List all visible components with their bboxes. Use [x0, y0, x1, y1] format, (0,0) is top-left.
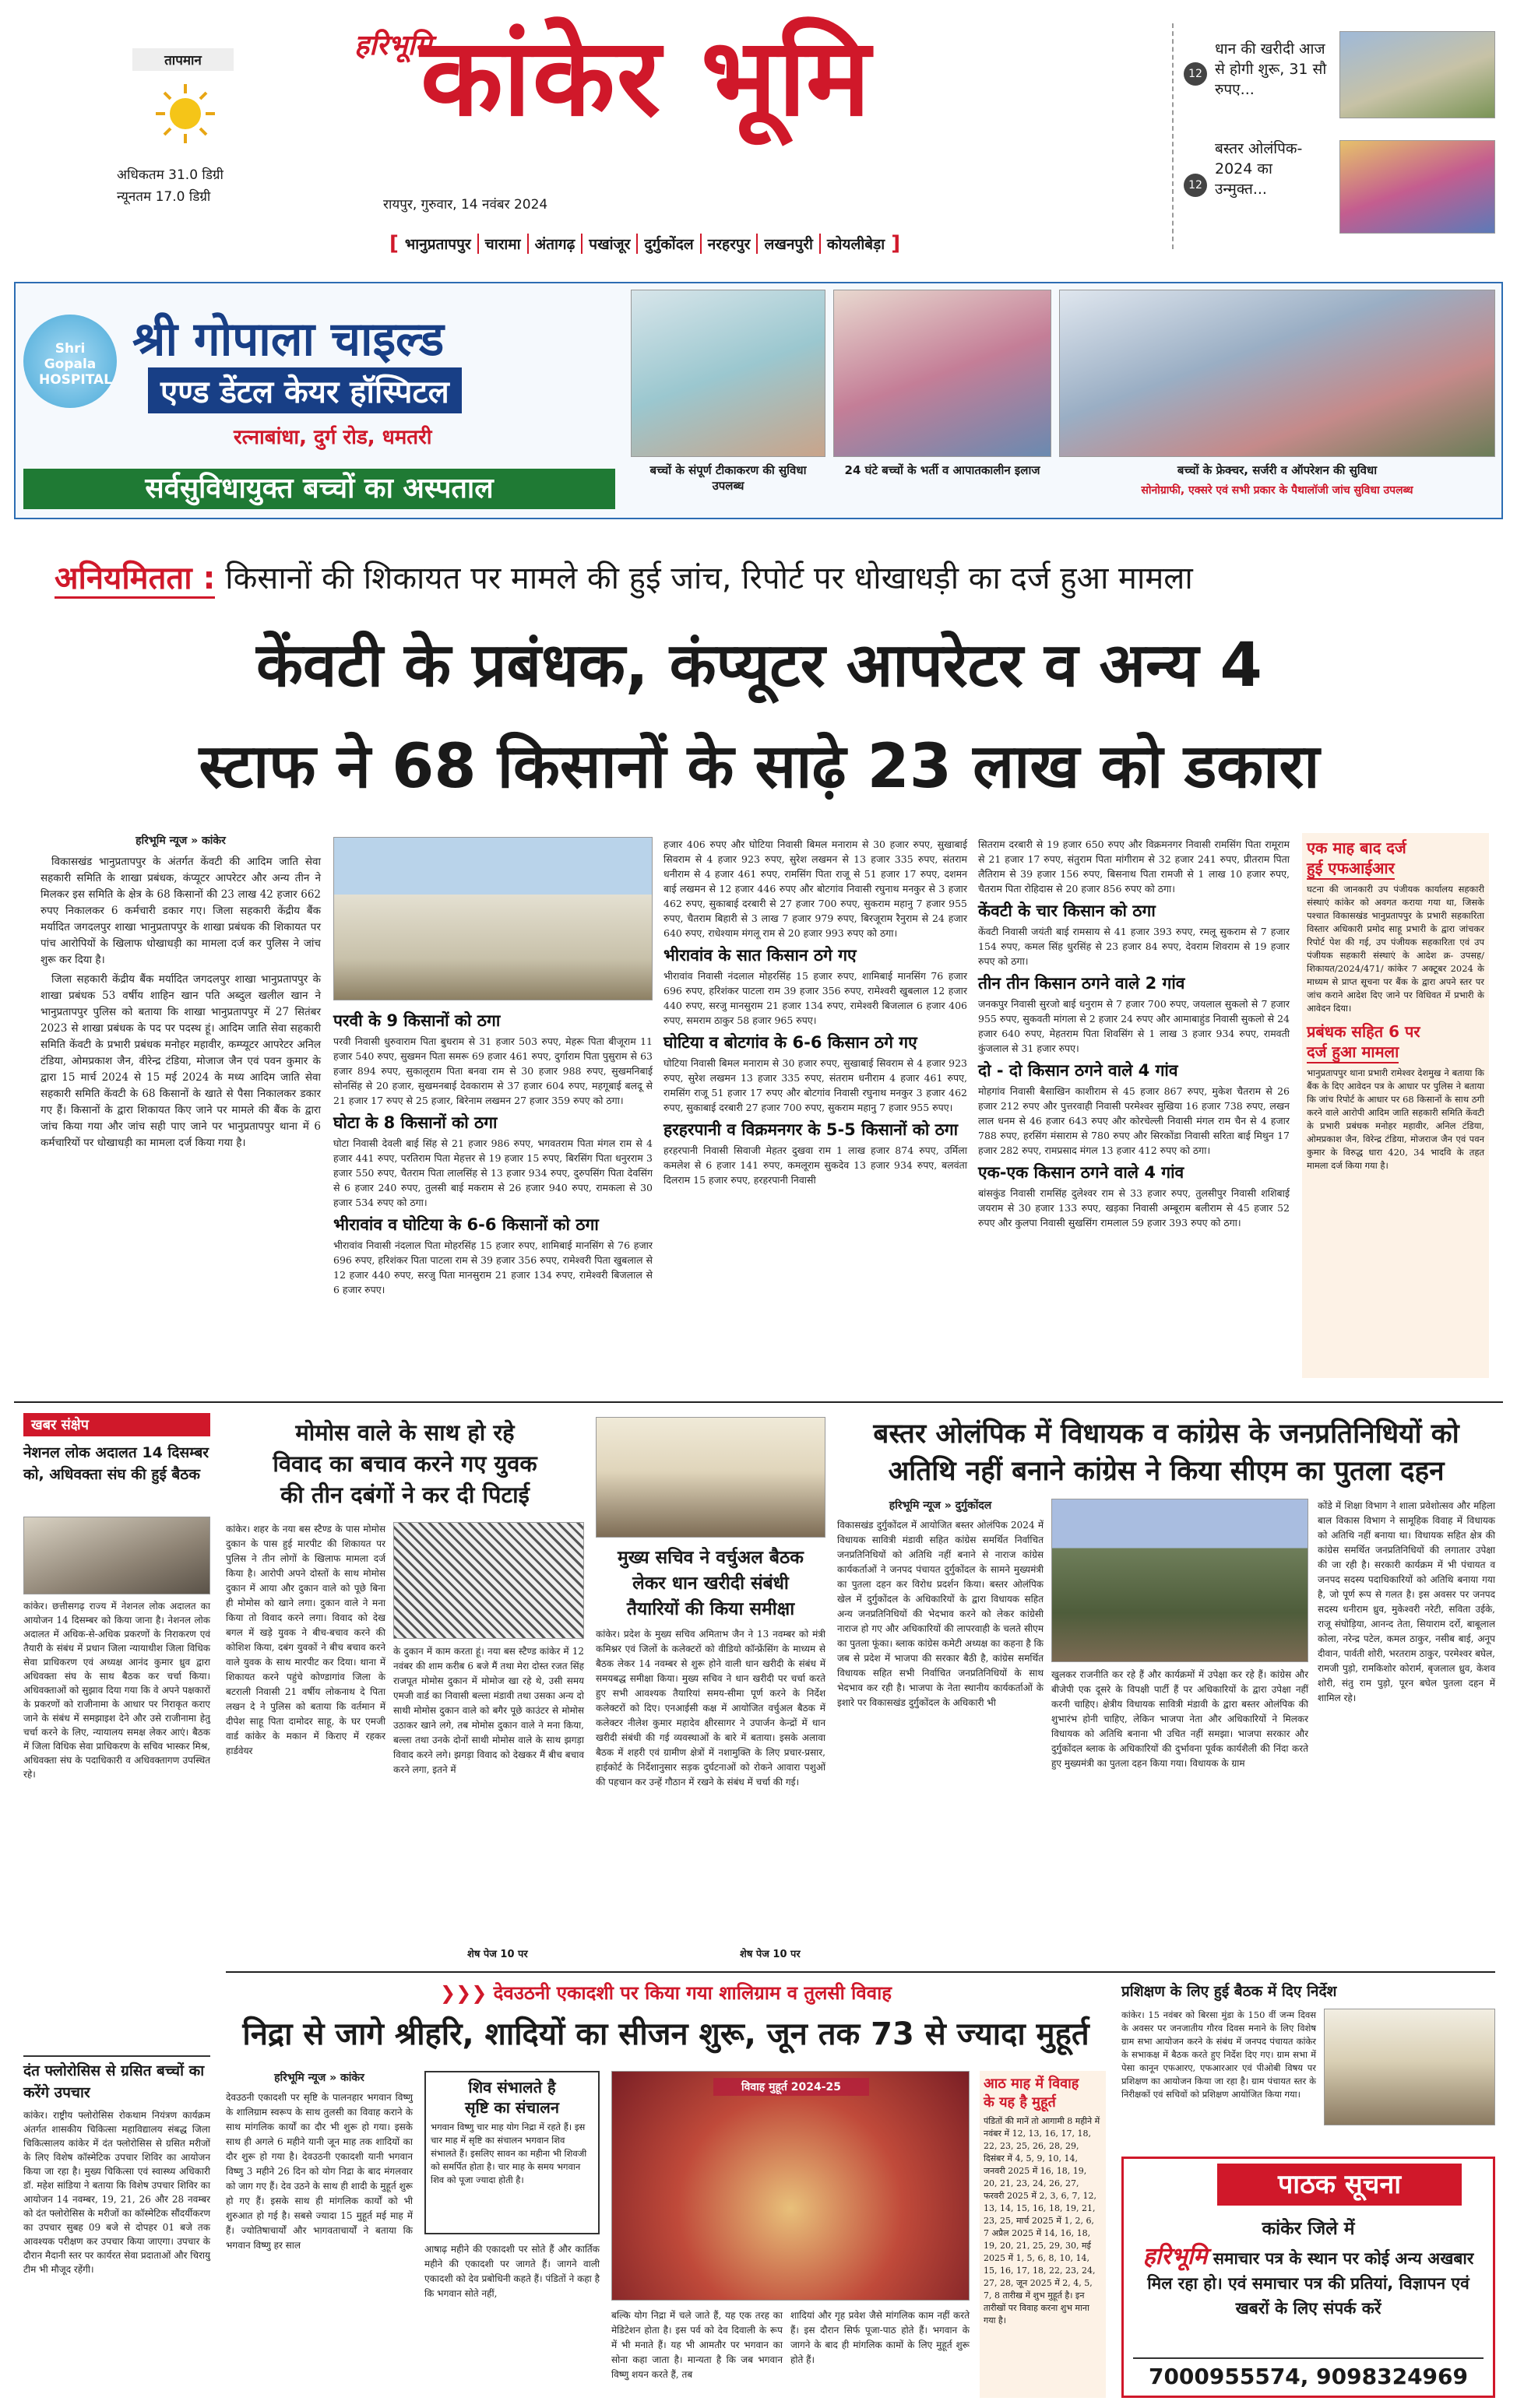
dhan-text: कांकेर। प्रदेश के मुख्य सचिव अमिताभ जैन ने 13 नवम्बर को मंत्री कमिश्नर एवं जिलों के कलेक्टरों को वीडियो कॉन्फ्रेंसिंग के माध्यम से बैठक लेकर 14 नवम्बर से शुरू होने वाली धान खरीदी के संबंध में समयबद्ध समीक्षा किया। मुख्य सचिव ने धान खरीदी पर चर्चा करते हुए सभी आवश्यक तैयारियां समय-सीमा पूर्ण करने के निर्देश कलेक्टरों को दिए। एनआईसी कक्ष में आयोजित वर्चुअल बैठक में कलेक्टर नीलेश कुमार महादेव क्षीरसागर ने उपार्जन केन्द्रों में धान खरीदी संबंधी की गई व्यवस्थाओं के बारे में बताया। इसके अलावा बैठक में शहरी एवं ग्रामीण क्षेत्रों में नशामुक्ति के लिए प्रचार-प्रसार, हाईकोर्ट के निर्देशानुसार सड़क दुर्घटनाओं को रोकने आवारा पशुओं की पहचान कर उन्हें गौठान में रखने के संबंध में चर्चा की गई।	[596, 1629, 825, 1788]
momos-text-1: कांकेर। शहर के नया बस स्टैण्ड के पास मोमोस दुकान के पास हुई मारपीट की शिकायत पर पुलिस ने तीन लोगों के खिलाफ मामला दर्ज किया है। आरोपी अपने दोस्तों के साथ मोमोस दुकान में आया और दुकान वाले को पूछे बिना ही मोमोस को खाने लगा। दुकान वाले ने मना किया तो विवाद करने लगा। विवाद को देख बगल में खड़े युवक ने बीच-बचाव करने की कोशिश किया, दबंग युवकों ने बीच बचाव करने वाले युवक के साथ मारपीट कर दिया। थाना में शिकायत करने पहुंचे कोण्डागांव जिला के बटराली निवासी 21 वर्षीय लोकनाथ दे पिता लखन दे ने पुलिस को बताया कि वर्तमान में दीपेश साहू पिता दामोदर साहू, के घर एमजी वार्ड कांकेर के मकान में किराए में रहकर हार्डवेयर	[226, 1524, 385, 1756]
lead-byline: हरिभूमि न्यूज » कांकेर	[136, 835, 226, 847]
teaser-photo	[1339, 140, 1495, 234]
muhurt-title-line: के यह है मुहूर्त	[984, 2094, 1056, 2111]
teaser-text: धान की खरीदी आज से होगी शुरू, 31 सौ रुपए...	[1215, 40, 1327, 98]
vivah-photo-label: विवाह मुहूर्त 2024-25	[713, 2078, 869, 2096]
area-item: नरहरपुर	[702, 234, 758, 254]
weather-box	[117, 48, 249, 227]
notice-title: पाठक सूचना	[1217, 2164, 1462, 2206]
notice-text: समाचार पत्र के स्थान पर कोई अन्य अखबार मिल रहा हो। एवं समाचार पत्र की प्रतियां, विज्ञापन एवं खबरों के लिए संपर्क करें	[1147, 2249, 1474, 2318]
area-item: भानुप्रतापपुर	[399, 234, 479, 254]
ad-caption-3: बच्चों के फ्रेक्चर, सर्जरी व ऑपरेशन की सुविधा	[1177, 463, 1378, 477]
lead-kicker-text: किसानों की शिकायत पर मामले की हुई जांच, रिपोर्ट पर धोखाधड़ी का दर्ज हुआ मामला	[225, 561, 1193, 596]
sun-icon	[154, 83, 216, 145]
olympic-headline	[837, 1415, 1495, 1490]
momos-headline-line: मोमोस वाले के साथ हो रहे	[295, 1419, 515, 1446]
fir-title-line: दर्ज हुआ मामला	[1307, 1042, 1399, 1063]
olympic-text-1	[837, 1499, 1044, 1710]
area-item: अंतागढ़	[529, 234, 583, 254]
momos-headline	[226, 1417, 584, 1510]
fir-title-line: हुई एफआईआर	[1307, 858, 1395, 880]
notice-body	[1124, 2240, 1493, 2321]
strip-bracket-right: ]	[891, 232, 901, 255]
brief-headline-2: दंत फ्लोरोसिस से ग्रसित बच्चों का करेंगे उपचार	[23, 2055, 210, 2104]
teaser-text: बस्तर ओलंपिक- 2024 का उन्मुक्त...	[1215, 140, 1303, 198]
area-strip	[389, 230, 1114, 257]
olympic-headline-line: बस्तर ओलंपिक में विधायक व कांग्रेस के जनप्रतिनिधियों को	[873, 1418, 1459, 1450]
ad-caption-4: सोनोग्राफी, एक्सरे एवं सभी प्रकार के पैथालॉजी जांच सुविधा उपलब्ध	[1141, 484, 1413, 497]
brief-headline-1: नेशनल लोक अदालत 14 दिसम्बर को, अधिवक्ता संघ की हुई बैठक	[23, 1444, 209, 1483]
olympic-paragraph: विकासखंड दुर्गुकोंदल में आयोजित बस्तर ओलंपिक 2024 में विधायक सावित्री मंडावी सहित कांग्रेस समर्थित निर्वाचित जनप्रतिनिधियों को अतिथि नहीं बनाने से नाराज कांग्रेस कार्यकर्ताओं ने जनपद पंचायत दुर्गुकोंदल के सामने मुख्यमंत्री का पुतला दहन कर विरोध प्रदर्शन किया। बस्तर ओलंपिक खेल में दुर्गुकोंदल के अधिकारियों के द्वारा विधायक सहित अन्य जनप्रतिनिधियों की भेदभाव करने को लेकर कांग्रेसी नाराज हो गए और अधिकारियों की लापरवाही के चलते सीएम का पुतला फूंका। ब्लाक कांग्रेस कमेटी अध्यक्ष का कहना है कि जब से प्रदेश में भाजपा की सरकार बैठी है, कांग्रेस समर्थित विधायक सहित सभी निर्वाचित जनप्रतिनिधियों के साथ भेदभाव कर रही है। भाजपा के नेता स्थानीय कार्यकर्ताओं के इशारे पर विकासखंड दुर्गुकोंदल के अधिकारी भी	[837, 1520, 1044, 1708]
lead-subhead: घोटा के 8 किसानों को ठगा	[333, 1113, 498, 1132]
olympic-byline: हरिभूमि न्यूज » दुर्गुकोंदल	[889, 1499, 992, 1512]
muhurt-title-line: आठ माह में विवाह	[984, 2076, 1079, 2092]
fir-title	[1307, 1021, 1484, 1063]
lead-subhead: घोटिया व बोटगांव के 6-6 किसान ठगे गए	[663, 1033, 917, 1052]
teaser-divider	[1172, 23, 1174, 249]
area-item: कोयलीबेड़ा	[826, 236, 885, 253]
vivah-kicker-arrow: ❯❯❯	[439, 1982, 494, 2004]
lead-subhead: तीन तीन किसान ठगने वाले 2 गांव	[978, 974, 1185, 993]
olympic-headline-line: अतिथि नहीं बनाने कांग्रेस ने किया सीएम का पुतला दहन	[888, 1456, 1445, 1487]
ad-photo-newborn	[631, 290, 825, 457]
hospital-ad[interactable]	[14, 282, 1503, 519]
lead-subhead: परवी के 9 किसानों को ठगा	[333, 1011, 501, 1030]
lead-kicker	[55, 559, 1472, 598]
dhan-photo-meeting	[596, 1417, 825, 1538]
hospital-sub: एण्ड डेंटल केयर हॉस्पिटल	[148, 367, 462, 413]
vivah-headline: निद्रा से जागे श्रीहरि, शादियों का सीजन शुरू, जून तक 73 से ज्यादा मुहूर्त	[242, 2016, 1089, 2052]
fir-title	[1307, 838, 1484, 880]
ad-photo-doctor	[833, 290, 1051, 457]
section-divider	[14, 1401, 1503, 1403]
olympic-text-2: खुलकर राजनीति कर रहे हैं और कार्यक्रमों में उपेक्षा कर रहे हैं। कांग्रेस और बीजेपी एक दूसरे के विपक्षी पार्टी हैं पर अधिकारियों के द्वारा उपेक्षा नहीं करनी चाहिए। क्षेत्रीय विधायक सावित्री मंडावी के द्वारा बस्तर ओलंपिक की शुभारंभ होनी चाहिए, लेकिन भाजपा नेता और अधिकारियों ने मिलकर विधायक को अतिथि बनाना भी उचित नहीं समझा। भाजपा सरकार और दुर्गुकोंदल ब्लाक के अधिकारियों की दुर्भावना पूर्वक कार्यशैली की निंदा करते हुए मुख्यमंत्री का पुतला दहन किया गया। विधायक के ग्राम	[1051, 1669, 1308, 1769]
dhan-headline-line: तैयारियों की किया समीक्षा	[626, 1599, 795, 1619]
section-divider	[226, 1971, 1495, 1973]
ad-caption-1: बच्चों के संपूर्ण टीकाकरण की सुविधा उपलब्ध	[649, 463, 807, 493]
shiv-box-text: भगवान विष्णु चार माह योग निद्रा में रहते हैं। इस चार माह में सृष्टि का संचालन भगवान शिव संभालते हैं। इसलिए सावन का महीना भी शिवजी को समर्पित होता है। चार माह के समय भगवान शिव को पूजा ज्यादा होती है।	[431, 2122, 587, 2185]
muhurt-title	[984, 2075, 1102, 2112]
brief-text-1: कांकेर। छत्तीसगढ़ राज्य में नेशनल लोक अदालत का आयोजन 14 दिसम्बर को किया जाना है। नेशनल लोक अदालत में अधिक-से-अधिक प्रकरणों के निराकरण एवं तैयारी के संबंध में प्रधान जिला न्यायाधीश जिला विधिक सेवा प्राधिकरण एवं अध्यक्ष आनंद कुमार ध्रुव द्वारा अधिवक्ता संघ के साथ बैठक कर चर्चा किया। अधिवक्ताओं को सुझाव दिया गया कि वे अपने पक्षकारों के प्रकरणों को राजीनामा के आधार पर निराकृत कराए जाने के संबंध में समझाइश देने और उसे राजीनामा हेतु चर्चा करने के लिए, न्यायालय समक्ष लेकर आएं। बैठक में जिला विधिक सेवा प्राधिकरण के सचिव भास्कर मिश्र, अधिवक्ता संघ के पदाधिकारी व अधिवक्तागण उपस्थित रहे।	[23, 1601, 210, 1780]
hospital-address: रत्नाबांधा, दुर्ग रोड, धमतरी	[234, 426, 432, 449]
weather-max: अधिकतम 31.0 डिग्री	[117, 167, 224, 183]
area-item: चारामा	[479, 234, 529, 254]
dhan-headline-line: लेकर धान खरीदी संबंधी	[632, 1573, 789, 1594]
notice-phone[interactable]: 7000955574, 9098324969	[1133, 2357, 1484, 2389]
vivah-photo-wedding	[611, 2071, 970, 2301]
dateline: रायपुर, गुरुवार, 14 नवंबर 2024	[383, 197, 548, 213]
hospital-logo	[23, 315, 117, 408]
dhan-continued: शेष पेज 10 पर	[740, 1949, 801, 1960]
lead-text: मोहगांव निवासी बैसाखिन काशीराम से 45 हजार 867 रुपए, मुकेश चैतराम से 26 हजार 212 रुपए और पुत्तरवाही निवासी परमेश्वर सुखिया 16 हजार 738 रुपए, लखन लाल धनम से 46 हजार 643 रुपए और कोरचेल्ली निवासी मंगल राम चैन से 4 हजार 788 रुपए, हरसिंग मंसाराम से 780 रुपए और सिरकोंडा निवासी सरिता बाई मिथुन 17 हजार 282 रुपए, रामप्रसाद मंगल 13 हजार 412 रुपए को ठगा।	[978, 1085, 1290, 1156]
lead-column-4	[978, 837, 1290, 1233]
weather-label: तापमान	[132, 48, 234, 71]
lead-text: जनकपुर निवासी सुरजो बाई धनुराम से 7 हजार 700 रुपए, जयलाल सुकलो से 7 हजार 955 रुपए, सुकवती मांगला से 2 हजार 24 रुपए और आमाबाहुंड निवासी सुकलो से 24 हजार 640 रुपए, मेहतराम पिता शिवसिंग से 1 लाख 3 हजार 934 रुपए, रामवती कुंजलाल से 31 हजार रुपए।	[978, 998, 1290, 1054]
momos-continued: शेष पेज 10 पर	[467, 1949, 528, 1960]
ad-photo-ward	[1059, 290, 1495, 457]
lead-column-3	[663, 837, 967, 1190]
lead-text: केंवटी निवासी जयंती बाई रामसाय से 41 हजार 393 रुपए, रमलू सुकराम से 7 हजार 154 रुपए, कमल सिंह धुरसिंह से 23 हजार 84 रुपए, देवराम शिवराम से 19 हजार रुपए को ठगा।	[978, 926, 1290, 967]
teaser-2[interactable]	[1184, 139, 1495, 240]
lead-subhead: भीरावांव के सात किसान ठगे गए	[663, 946, 857, 965]
vivah-kicker	[226, 1977, 1106, 2009]
hospital-logo-text: Shri Gopala HOSPITAL	[39, 341, 112, 388]
brief-photo-lok-adalat	[23, 1517, 210, 1594]
fir-sidebar	[1302, 833, 1489, 1378]
vivah-kicker-text: देवउठनी एकादशी पर किया गया शालिग्राम व तुलसी विवाह	[493, 1982, 892, 2004]
shiv-box-title	[431, 2077, 593, 2118]
muhurt-text: पंडितों की मानें तो आगामी 8 महीने में नवंबर में 12, 13, 16, 17, 18, 22, 23, 25, 26, 28, 29, दिसंबर में 4, 5, 9, 10, 14, जनवरी 2025 में 16, 18, 19, 20, 21, 23, 24, 26, 27, फरवरी 2025 में 2, 3, 6, 7, 12, 13, 14, 15, 16, 18, 19, 21, 23, 25, मार्च 2025 में 1, 2, 6, 7 अप्रैल 2025 में 14, 16, 18, 19, 20, 21, 25, 29, 30, मई 2025 में 1, 5, 6, 8, 10, 14, 15, 16, 17, 18, 22, 23, 24, 27, 28, जून 2025 में 2, 4, 5, 7, 8 तारीख में शुभ मुहूर्त है। इन तारीखों पर विवाह करना शुभ माना गया है।	[984, 2116, 1100, 2325]
hospital-name: श्री गोपाला चाइल्ड	[132, 312, 445, 367]
vivah-text-2: आषाढ़ महीने की एकादशी पर सोते हैं और कार्तिक महीने की एकादशी पर जागते हैं। जागने वाली एकादशी को देव प्रबोधिनी कहते हैं। पंडितों ने कहा है कि भगवान सोते नहीं,	[424, 2244, 600, 2299]
area-item: पखांजूर	[583, 234, 638, 254]
vivah-byline: हरिभूमि न्यूज » कांकेर	[274, 2072, 364, 2084]
momos-illustration	[393, 1522, 584, 1639]
notice-line1: कांकेर जिले में	[1262, 2219, 1355, 2239]
lead-text: हजार 406 रुपए और घोटिया निवासी बिमल मनाराम से 30 हजार रुपए, सुखाबाई सिवराम से 4 हजार 923 रुपए, सुरेश लखमन से 13 हजार 335 रुपए, संतराम धनीराम से 4 हजार 461 रुपए, रामसिंग पिता राजू से 51 हजार 17 रुपए, दशमन बाई लखमन से 12 हजार 446 रुपए और बोटगांव निवासी रघुनाथ मनकुर से 3 हजार 462 रुपए, सुकाबाई दरबारी से 27 हजार 700 रुपए, सुकराम महानु 7 हजार 955 रुपए, चैतराम बिहारी से 3 लाख 7 हजार 979 रुपए, बिरजूराम रैनुराम से 24 हजार 640 रुपए, राधेश्याम मंगलू राम से 20 हजार 993 रुपए को ठगा।	[663, 838, 967, 939]
vivah-paragraph: देवउठनी एकादशी पर सृष्टि के पालनहार भगवान विष्णु के शालिग्राम स्वरूप के साथ तुलसी का विवाह कराने के साथ मांगलिक कार्यों का दौर भी शुरू हो गया। इसके साथ ही अगले 6 महीने यानी जून माह तक शादियों का दौर शुरू हो गया है। देवउठनी एकादशी यानी भगवान विष्णु 3 महीने 26 दिन को योग निद्रा के बाद मंगलवार को जाग गए हैं। देव उठने के साथ ही शादी के मुहूर्त शुरू हो गए हैं। इसके साथ ही मांगलिक कार्यों को भी शुरुआत हो गई है। सबसे ज्यादा 15 मुहूर्त मई माह में हैं। ज्योतिषाचार्यों और भागवताचार्यों ने बताया कि भगवान विष्णु हर साल	[226, 2092, 413, 2251]
vivah-muhurt-box	[980, 2071, 1106, 2398]
lead-headline-2: स्टाफ ने 68 किसानों के साढ़े 23 लाख को डकारा	[199, 732, 1320, 802]
hospital-tagline: सर्वसुविधायुक्त बच्चों का अस्पताल	[23, 469, 615, 509]
lead-subhead: हरहरपानी व विक्रमनगर के 5-5 किसानों को ठगा	[663, 1120, 959, 1139]
vivah-text-1	[226, 2071, 413, 2253]
teaser-page-badge: 12	[1184, 174, 1207, 197]
reader-notice[interactable]	[1121, 2157, 1495, 2398]
lead-headline-1: केंवटी के प्रबंधक, कंप्यूटर आपरेटर व अन्य 4	[256, 631, 1262, 701]
momos-headline-line: विवाद का बचाव करने गए युवक	[273, 1450, 537, 1477]
shiv-box-title-line: शिव संभालते है	[468, 2078, 556, 2097]
lead-text: सितराम दरबारी से 19 हजार 650 रुपए और विक्रमनगर निवासी रामसिंग पिता रामूराम से 21 हजार 17 रुपए, संतुराम पिता मांगीराम से 32 हजार 241 रुपए, प्रीतराम पिता लैतिराम से 39 हजार 156 रुपए, बिसनाथ पिता रामजी से 1 लाख 10 हजार रुपए, चैतराम पिता रोहिदास से 20 हजार 856 रुपए को ठगा।	[978, 838, 1290, 895]
notice-brand: हरिभूमि	[1142, 2243, 1208, 2270]
brief-text-2: कांकेर। राष्ट्रीय फ्लोरोसिस रोकथाम नियंत्रण कार्यक्रम अंतर्गत शासकीय चिकित्सा महाविद्यालय संबद्ध जिला चिकित्सालय कांकेर में दंत फ्लोरोसिस से ग्रसित मरीजों के लिए विशेष कॉस्मेटिक उपचार शिविर का आयोजन किया जा रहा है। मुख्य चिकित्सा एवं स्वास्थ्य अधिकारी डॉ. महेश सांडिया ने बताया कि विशेष उपचार शिविर का आयोजन 14 नवम्बर, 19, 21, 26 और 28 नवम्बर को दंत फ्लोरोसिस के मरीजों का कॉस्मेटिक सौंदर्यीकरण का उपचार सुबह 09 बजे से दोपहर 01 बजे तक आवश्यक परीक्षण कर उपचार किया जाएगा। उपचार के दौरान मैदानी स्तर पर कार्यरत सेवा प्रदाताओं और चिरायु टीम भी मौजूद रहेंगी।	[23, 2110, 210, 2275]
lead-text: घोटा निवासी देवली बाई सिंह से 21 हजार 986 रुपए, भगवतराम पिता मंगल राम से 4 हजार 441 रुपए, परतिराम पिता मेहत्तर से 19 हजार 15 रुपए, बिरसिंग पिता धनुरराम 3 हजार 550 रुपए, चैतराम पिता लालसिंह से 13 हजार 934 रुपए, दुरुपसिंग पिता देवसिंग से 6 हजार 240 रुपए, तुलसी बाई मकराम से 26 हजार 940 रुपए, रामकला से 30 हजार 534 रुपए को ठगा।	[333, 1137, 653, 1208]
area-item: लखनपुरी	[758, 234, 820, 254]
olympic-text-3: कोंडे में शिक्षा विभाग ने शाला प्रवेशोत्सव और महिला बाल विकास विभाग ने सामूहिक विवाह में विधायक को अतिथि नहीं बनाया था। विधायक सहित क्षेत्र की कांग्रेस समर्थित जनप्रतिनिधियों की लगातार उपेक्षा की जा रही है। सरकारी कार्यक्रम में भी पंचायत व जनपद सदस्य पदाधिकारियों को अतिथि बनाया गया है, जो पूर्ण रूप से गलत है। इस अवसर पर जनपद सदस्य धनीराम ध्रुव, मुकेश्वरी नरेटी, सविता उईके, राजू संघोड़िया, आनन्द तेता, सियाराम दर्रो, बाबूलाल कोला, नरेन्द्र पटेल, कमल ठाकुर, नसीब बाई, अनूप दीवान, पार्वती शोरी, भरतराम ठाकुर, परमेश्वर बघेल, रामजी पुड़ो, रामकिशोर कोरार्म, बृजलाल ध्रुव, केशव शोरी, संतु राम पुड़ो, पूरन बघेल पुतला दहन में शामिल रहे।	[1318, 1500, 1495, 1703]
teaser-page-badge: 12	[1184, 62, 1207, 86]
vivah-text-3: बल्कि योग निद्रा में चले जाते हैं, यह एक तरह का मेडिटेशन होता है। इस पर्व को देव दिवाली के रूप में भी मनाते हैं। यह भी आमतौर पर भगवान का सोना कहा जाता है। मान्यता है कि जब भगवान विष्णु शयन करते हैं, तब	[611, 2310, 783, 2380]
lead-text: परवी निवासी धुरुवाराम पिता बुधराम से 31 हजार 503 रुपए, मेहरू पिता बीजूराम 11 हजार 540 रुपए, सुखमन पिता समरू 69 हजार 461 रुपए, दुर्गाराम पिता पुसुराम से 63 हजार 894 रुपए, सुकालूराम पिता बनवा राम से 30 हजार 988 रुपए, सुखमनिबाई सोनसिंह से 20 हजार, सुखमनबाई देवकाराम से 37 हजार 604 रुपए, महगूबाई बलदू से 21 हजार 17 रुपए से 25 हजार, बिरेनाम लखमन 27 हजार 359 रुपए को ठगा।	[333, 1035, 653, 1106]
brand-name: हरिभूमि	[354, 30, 432, 62]
lead-subhead: केंवटी के चार किसान को ठगा	[978, 902, 1156, 920]
brief-label: खबर संक्षेप	[23, 1413, 210, 1436]
momos-headline-line: की तीन दबंगों ने कर दी पिटाई	[280, 1482, 530, 1508]
lead-text: भीरावांव निवासी नंदलाल मोहरसिंह 15 हजार रुपए, शामिबाई मानसिंग 76 हजार 696 रुपए, हरिशंकर पाटला राम 39 हजार 356 रुपए, रामेश्वरी खुबलाल 12 हजार 440 रुपए, सरजु मानसुराम 21 हजार 134 रुपए, रामेश्वरी बिजलाल 6 हजार 406 रुपए, समराम ठाकुर 58 हजार 965 रुपए।	[663, 970, 967, 1026]
shiv-box-title-line: सृष्टि का संचालन	[465, 2098, 559, 2117]
training-text: कांकेर। 15 नवंबर को बिरसा मुंडा के 150 वीं जन्म दिवस के अवसर पर जनजातीय गौरव दिवस मनाने के लिए विशेष ग्राम सभा आयोजन करने के संबंध में जनपद पंचायत कांकेर के सभाकक्ष में बैठक करते हुए निर्देश दिए गए। ग्राम सभा में पेसा कानून एफआरए, एफआरआर एवं पीओबी विषय पर प्रशिक्षण का आयोजन किया जा रहा है। ग्राम पंचायत स्तर के निरीक्षकों एवं सचिवों को प्रशिक्षण आयोजित किया गया।	[1121, 2009, 1316, 2100]
dhan-headline-line: मुख्य सचिव ने वर्चुअल बैठक	[618, 1548, 804, 1568]
lead-text: भीरावांव निवासी नंदलाल पिता मोहरसिंह 15 हजार रुपए, शामिबाई मानसिंग से 76 हजार 696 रुपए, हरिशंकर पिता पाटला राम से 39 हजार 356 रुपए, रामेश्वरी पिता खुबलाल से 12 हजार 440 रुपए, सरजु पिता मानसुराम 21 हजार 134 रुपए, रामेश्वरी बिजलाल से 6 हजार रुपए।	[333, 1239, 653, 1295]
training-photo-meeting	[1324, 2009, 1495, 2125]
vivah-shiv-box	[424, 2071, 600, 2234]
area-item: दुर्गुकोंदल	[638, 234, 701, 254]
lead-intro-column	[40, 833, 321, 1155]
lead-paragraph: जिला सहकारी केंद्रीय बैंक मर्यादित जगदलपुर शाखा भानुप्रतापपुर के शाखा प्रबंधक 53 वर्षीय शाहिन खान पति अब्दुल खलील खान ने भानुप्रतापपुर पुलिस को बताया कि शाखा भानुप्रतापपुर में 27 सितंबर 2023 से शाखा प्रबंधक के पद पर पदस्थ हूं। आदिम जाति सेवा सहकारी समिति केंवटी के प्रभारी प्रबंधक मनोहर महावीर, कम्प्यूटर आपरेटर अनिल टंडिया, ओमप्रकाश जैन, वीरेन्द्र टंडिया, मोजाज जैन एवं पवन कुमार के द्वारा 15 मार्च 2024 से 15 मई 2024 के मध्य आदिम जाति सेवा सहकारी समिति केंवटी के 68 किसानों के खाते से पैसा निकालकर डकार गए हैं। किसानों के द्वारा शिकायत किए जाने पर मामले की बैंक के द्वारा जांच किया गया और जांच सही पाए जाने पर भानुप्रतापपुर थाना में 6 कर्मचारियों पर धोखाधड़ी का मामला दर्ज किया गया है।	[40, 973, 321, 1149]
fir-title-line: एक माह बाद दर्ज	[1307, 838, 1406, 857]
masthead-title: कांकेर भूमि	[421, 15, 872, 140]
fir-text: भानुप्रतापपुर थाना प्रभारी रामेश्वर देशमुख ने बताया कि बैंक के दिए आवेदन पत्र के आधार पर पुलिस ने बताया कि जांच रिपोर्ट के आधार पर 68 किसानों के साथ ठगी करने वाले आरोपी आदिम जाति सहकारी समिति केंवटी के प्रभारी प्रबंधक मनोहर महावीर, अनिल टंडिया, ओमप्रकाश जैन, विरेन्द्र टंडिया, मोजराज जैन एवं पवन कुमार के विरुद्ध धारा 420, 34 भादवि के तहत मामला दर्ज किया गया है।	[1307, 1067, 1484, 1171]
lead-subhead: दो - दो किसान ठगने वाले 4 गांव	[978, 1061, 1178, 1080]
lead-paragraph: विकासखंड भानुप्रतापपुर के अंतर्गत केंवटी की आदिम जाति सेवा सहकारी समिति के शाखा प्रबंधक, कंप्यूटर आपरेटर और अन्य तीन ने मिलकर इस समिति के क्षेत्र के 68 किसानों की 23 लाख 42 हजार 662 रुपए निकालकर 6 कर्मचारी डकार गए। जिला सहकारी केंद्रीय बैंक मर्यादित जगदलपुर शाखा भानुप्रतापपुर के शाखा प्रबंधक की शिकायत पर पांच आरोपियों के खिलाफ धोखाधड़ी का मामला दर्ज कर पुलिस ने जांच शुरू कर दिया है।	[40, 856, 321, 966]
lead-kicker-label: अनियमितता :	[55, 561, 215, 599]
ad-caption-2: 24 घंटे बच्चों के भर्ती व आपातकालीन इलाज	[844, 463, 1040, 477]
training-headline: प्रशिक्षण के लिए हुई बैठक में दिए निर्देश	[1121, 1983, 1337, 2000]
weather-min: न्यूनतम 17.0 डिग्री	[117, 189, 211, 205]
strip-bracket-left: [	[389, 232, 399, 255]
vivah-text-4: शादियां और गृह प्रवेश जैसे मांगलिक काम नहीं करते हैं। इस दौरान सिर्फ पूजा-पाठ होते हैं। भगवान के जागने के बाद ही मांगलिक कामों के लिए मुहूर्त शुरू होते हैं।	[790, 2310, 970, 2365]
lead-column-2	[333, 1006, 653, 1300]
lead-subhead: भीरावांव व घोटिया के 6-6 किसानों को ठगा	[333, 1215, 599, 1234]
lead-photo-society-building	[333, 837, 653, 1000]
teaser-1[interactable]	[1184, 31, 1495, 125]
olympic-photo-effigy	[1051, 1499, 1308, 1662]
lead-text: हरहरपानी निवासी सिवाजी मेहतर दुखवा राम 1 लाख हजार 874 रुपए, उर्मिला कमलेश से 6 हजार 141 रुपए, कमलूराम सुकदेव 13 हजार 934 रुपए, बलवंता दिलराम 15 हजार रुपए, हरहरपानी निवासी	[663, 1144, 967, 1186]
momos-text-2: के दुकान में काम करता हूं। नया बस स्टैण्ड कांकेर में 12 नवंबर की शाम करीब 6 बजे मैं तथा मेरा दोस्त रजत सिंह राजपूत मोमोस दुकान में मोमोज खा रहे थे, उसी समय एमजी वार्ड का निवासी बल्ला मंडावी तथा उसका अन्य दो साथी मोमोस दुकान वाले को बगैर पूछे काउंटर से मोमोस उठाकर खाने लगे, तब मोमोस दुकान वाले ने मना किया, बल्ला तथा उनके दोनों साथी मोमोस वाले के साथ झगड़ा विवाद करने लगे। झगड़ा विवाद को देखकर मैं बीच बचाव करने लगा, इतने में	[393, 1646, 584, 1775]
lead-subhead: एक-एक किसान ठगने वाले 4 गांव	[978, 1163, 1184, 1182]
teaser-photo	[1339, 31, 1495, 118]
lead-text: घोटिया निवासी बिमल मनाराम से 30 हजार रुपए, सुखाबाई सिवराम से 4 हजार 923 रुपए, सुरेश लखमन 13 हजार 335 रुपए, संतराम धनीराम 4 हजार 461 रुपए, रामसिंग राजू 51 हजार 17 रुपए और बोटगांव निवासी रघुनाथ मनकुर 3 हजार 462 रुपए, सुकाबाई दरबारी 27 हजार 700 रुपए, सुकराम महानु 7 हजार 955 रुपए।	[663, 1057, 967, 1113]
fir-text: घटना की जानकारी उप पंजीयक कार्यालय सहकारी संस्थाएं कांकेर को अवगत कराया गया था, जिसके पश्चात विकासखंड भानुप्रतापपुर के प्रभारी सहकारिता विस्तार अधिकारी प्रमोद साहू प्रभारी के द्वारा जांचकर रिपोर्ट पेश की गई, उप पंजीयक सहकारिता एवं उप पंजीयक सहकारी संस्थाएं के आदेश क्र- उपसह/शिकायत/2024/471/ कांकेर 7 अक्टूबर 2024 के माध्यम से प्राप्त सूचना पर बैंक के द्वारा अपने स्तर पर जांच कराने आदेश दिए जाने पर विधिवत में प्रभारी के आवेदन दिया।	[1307, 884, 1484, 1014]
fir-title-line: प्रबंधक सहित 6 पर	[1307, 1022, 1420, 1041]
lead-text: बांसकुंड निवासी रामसिंह दुलेश्वर राम से 33 हजार रुपए, तुलसीपुर निवासी शशिबाई जयराम से 30 हजार 133 रुपए, खड़का निवासी अम्बूराम बलीराम से 45 हजार 52 रुपए और कुलपा निवासी सुखसिंग रामलाल 59 हजार 393 रुपए को ठगा।	[978, 1187, 1290, 1229]
dhan-headline	[596, 1545, 825, 1622]
